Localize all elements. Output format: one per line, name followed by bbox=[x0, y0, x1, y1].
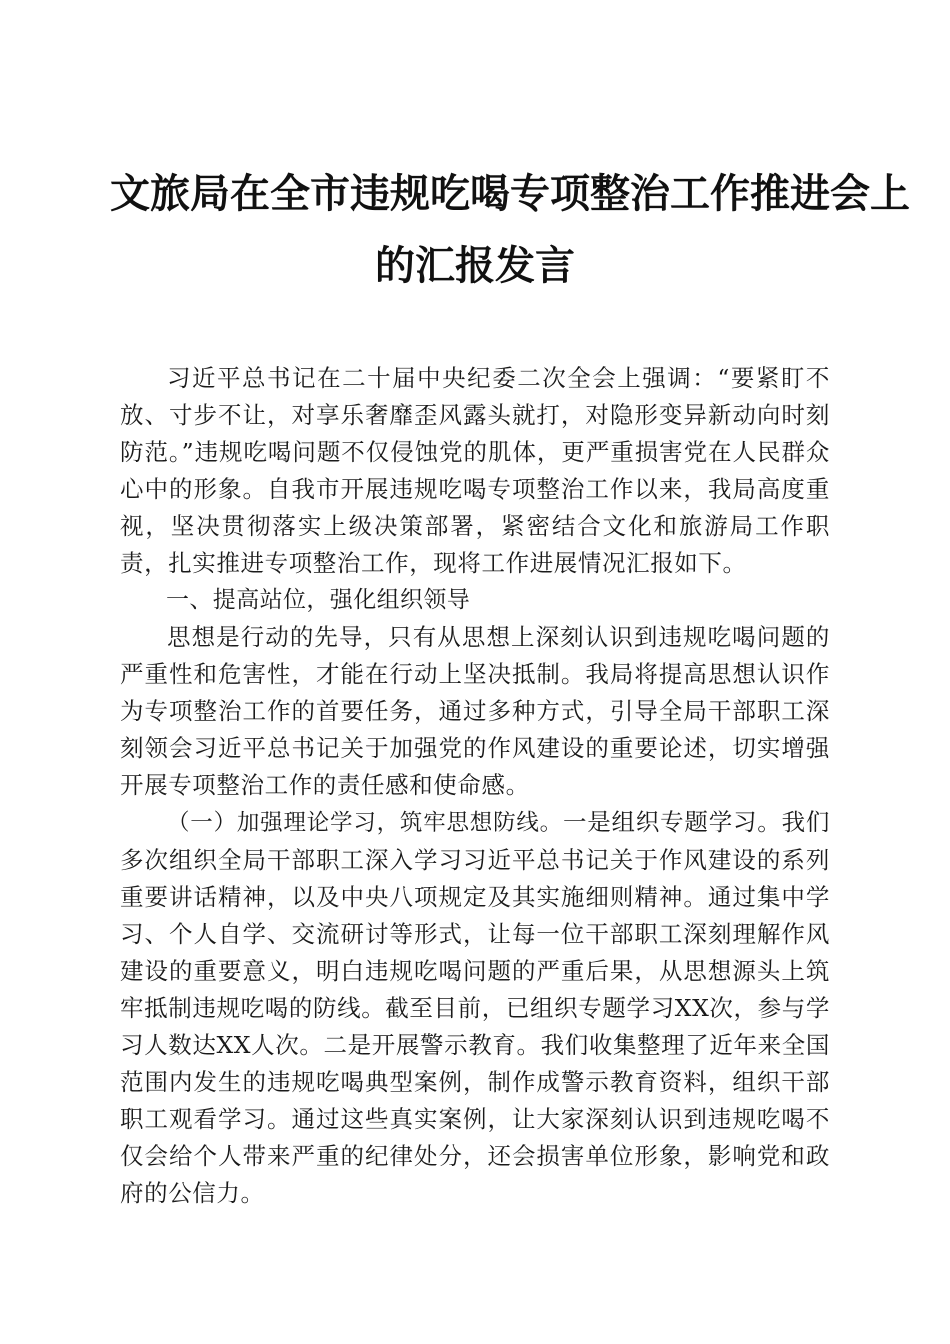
section-1-paragraph: 思想是行动的先导，只有从思想上深刻认识到违规吃喝问题的严重性和危害性，才能在行动上坚决抵制。我局将提高思想认识作为专项整治工作的首要任务，通过多种方式，引导全局干部职工深刻领会习近平总书记关于加强党的作风建设的重要论述，切实增强开展专项整治工作的责任感和使命感。 bbox=[120, 623, 830, 799]
section-heading-1: 一、提高站位，强化组织领导 bbox=[166, 587, 471, 613]
document-title-line1: 文旅局在全市违规吃喝专项整治工作推进会上 bbox=[110, 170, 910, 217]
subsection-1-paragraph bbox=[120, 804, 830, 1212]
intro-paragraph: 习近平总书记在二十届中央纪委二次全会上强调：“要紧盯不放、寸步不让，对享乐奢靡歪风露头就打，对隐形变异新动向时刻防范。”违规吃喝问题不仅侵蚀党的肌体，更严重损害党在人民群众心中的形象。自我市开展违规吃喝专项整治工作以来，我局高度重视，坚决贯彻落实上级决策部署，紧密结合文化和旅游局工作职责，扎实推进专项整治工作，现将工作进展情况汇报如下。 bbox=[120, 364, 830, 577]
document-title-line2: 的汇报发言 bbox=[375, 242, 575, 289]
subsection-1-text: 一是组织专题学习。我们多次组织全局干部职工深入学习习近平总书记关于作风建设的系列重要讲话精神，以及中央八项规定及其实施细则精神。通过集中学习、个人自学、交流研讨等形式，让每一位干部职工深刻理解作风建设的重要意义，明白违规吃喝问题的严重后果，从思想源头上筑牢抵制违规吃喝的防线。截至目前，已组织专题学习XX次，参与学习人数达XX人次。二是开展警示教育。我们收集整理了近年来全国范围内发生的违规吃喝典型案例，制作成警示教育资料，组织干部职工观看学习。通过这些真实案例，让大家深刻认识到违规吃喝不仅会给个人带来严重的纪律处分，还会损害单位形象，影响党和政府的公信力。 bbox=[120, 808, 830, 1207]
subsection-heading-1: （一）加强理论学习，筑牢思想防线。 bbox=[167, 810, 563, 836]
document-body bbox=[120, 360, 830, 1212]
